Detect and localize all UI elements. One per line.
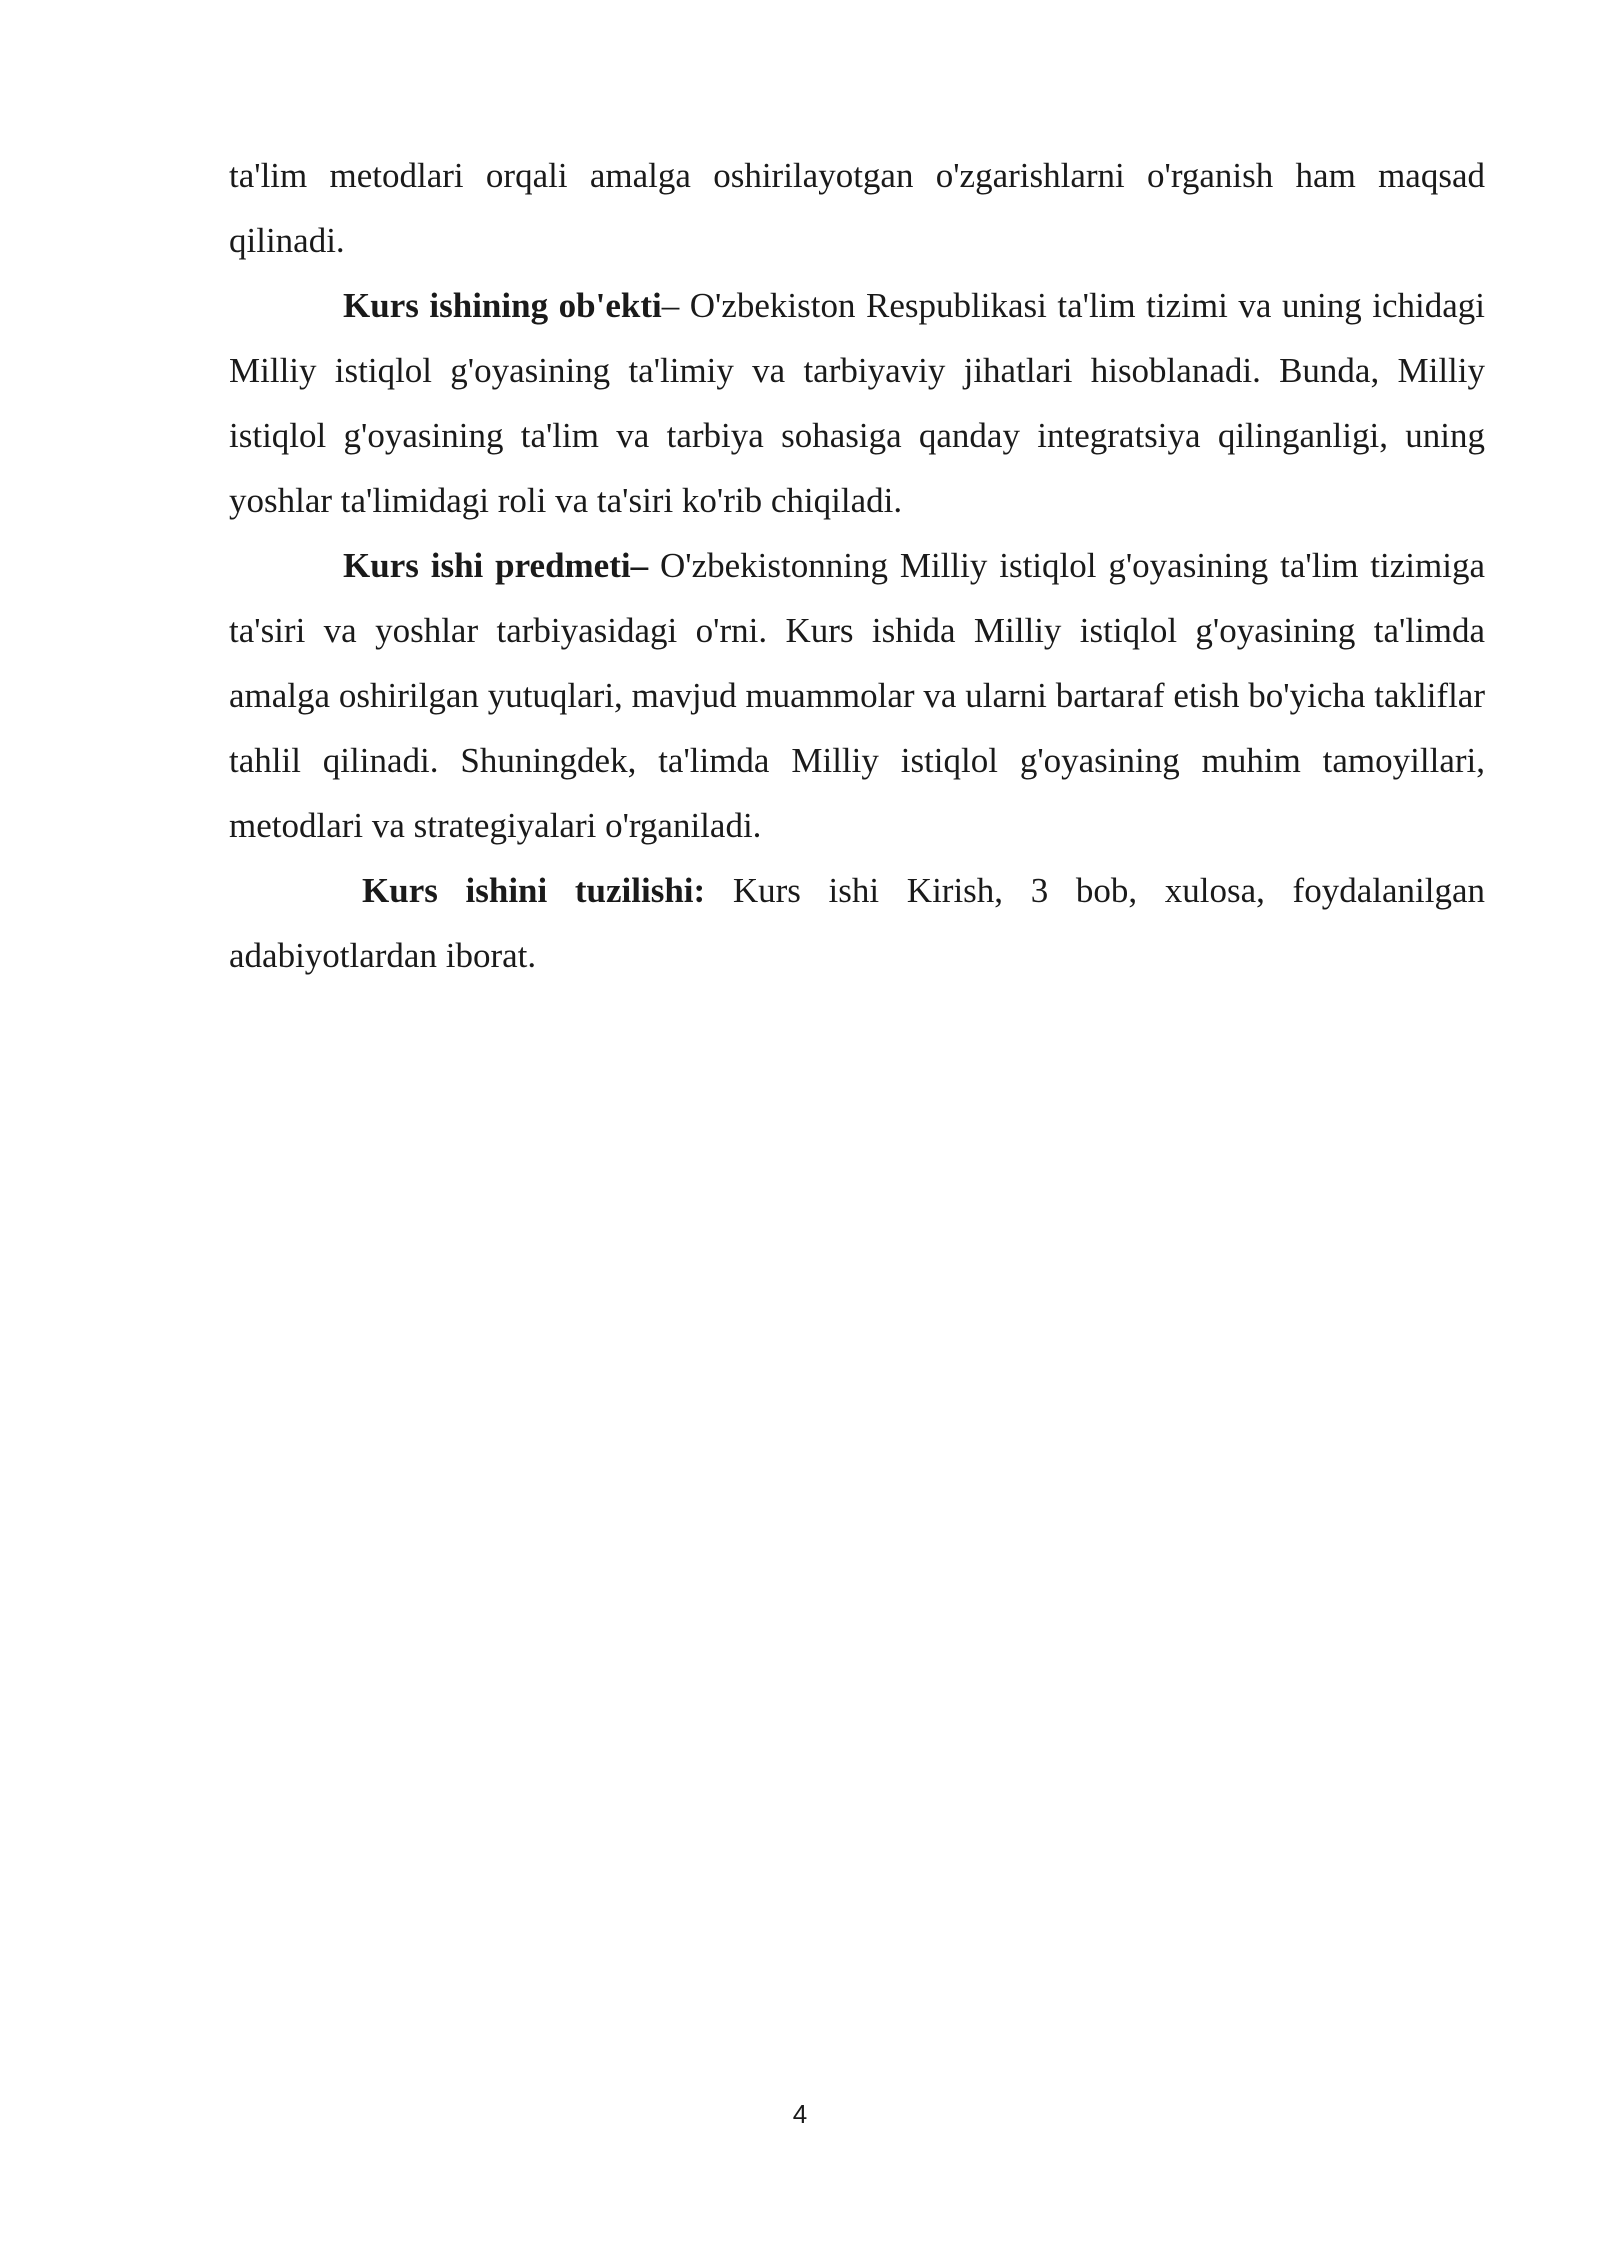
paragraph-course-structure: [229, 858, 1485, 988]
paragraph-course-subject: [229, 533, 1485, 858]
paragraph-text: – O'zbekiston Respublikasi ta'lim tizimi va uning ichidagi Milliy istiqlol g'oyasining ta'limiy va tarbiyaviy jihatlari hisoblanadi. Bunda, Milliy istiqlol g'oyasining ta'lim va tarbiya sohasiga qanday integratsiya qilinganligi, uning yoshlar ta'limidagi roli va ta'siri ko'rib chiqiladi.: [229, 286, 1485, 520]
paragraph-text: O'zbekistonning Milliy istiqlol g'oyasining ta'lim tizimiga ta'siri va yoshlar tarbiyasidagi o'rni. Kurs ishida Milliy istiqlol g'oyasining ta'limda amalga oshirilgan yutuqlari, mavjud muammolar va ularni bartaraf etish bo'yicha takliflar tahlil qilinadi. Shuningdek, ta'limda Milliy istiqlol g'oyasining muhim tamoyillari, metodlari va strategiyalari o'rganiladi.: [229, 546, 1485, 845]
paragraph-lead: Kurs ishi predmeti–: [343, 546, 649, 585]
page-number: 4: [792, 2099, 808, 2129]
paragraph-text: ta'lim metodlari orqali amalga oshirilayotgan o'zgarishlarni o'rganish ham maqsad qilinadi.: [229, 156, 1485, 260]
paragraph-lead: Kurs ishining ob'ekti: [343, 286, 662, 325]
paragraph-lead: Kurs ishini tuzilishi:: [362, 871, 706, 910]
paragraph-course-object: [229, 273, 1485, 533]
body-text: [229, 143, 1485, 988]
paragraph-intro-continuation: [229, 143, 1485, 273]
paragraph-text: Kurs ishi Kirish, 3 bob, xulosa, foydalanilgan adabiyotlardan iborat.: [229, 871, 1485, 975]
